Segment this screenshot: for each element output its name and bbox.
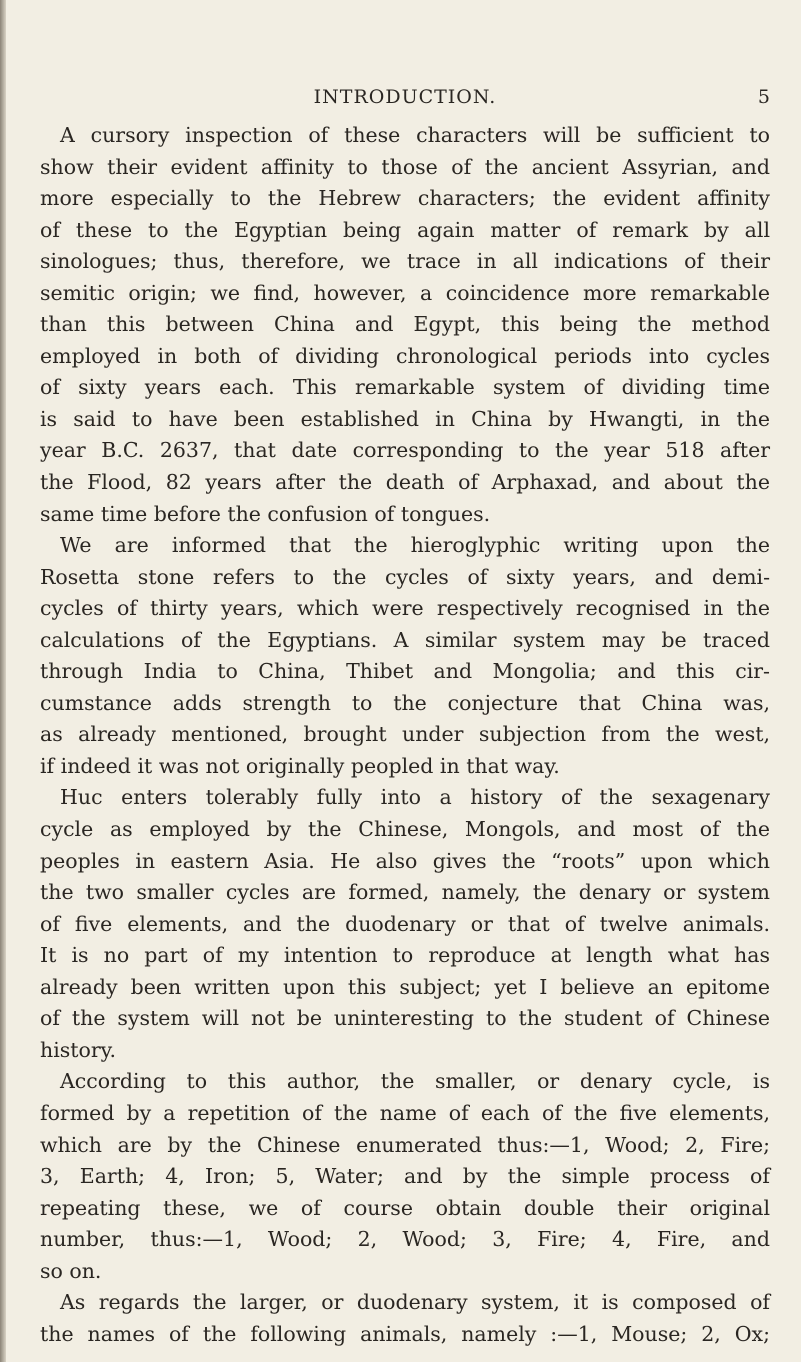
text-line: if indeed it was not originally peopled in that way. [40, 753, 560, 778]
text-line: As regards the larger, or duodenary system, it is composed of [60, 1290, 770, 1315]
page-header [40, 86, 770, 116]
text-line: cumstance adds strength to the conjecture that China was, [40, 690, 770, 715]
book-gutter-edge [0, 0, 6, 1362]
text-line: sinologues; thus, therefore, we trace in all indications of their [40, 249, 770, 274]
running-title: INTRODUCTION. [313, 86, 497, 108]
text-line: cycle as employed by the Chinese, Mongols, and most of the [40, 817, 770, 842]
text-line: show their evident affinity to those of the ancient Assyrian, and [40, 154, 770, 179]
text-line: which are by the Chinese enumerated thus:—1, Wood; 2, Fire; [40, 1132, 770, 1157]
page-number: 5 [757, 86, 770, 108]
text-line: of sixty years each. This remarkable system of dividing time [40, 375, 770, 400]
text-line: It is no part of my intention to reproduce at length what has [40, 943, 770, 968]
text-line: semitic origin; we find, however, a coincidence more remarkable [40, 280, 770, 305]
text-line: the two smaller cycles are formed, namely, the denary or system [40, 880, 770, 905]
text-line: According to this author, the smaller, or denary cycle, is [60, 1069, 770, 1094]
text-line: more especially to the Hebrew characters; the evident affinity [40, 186, 770, 211]
text-line: Huc enters tolerably fully into a history of the sexagenary [60, 785, 770, 810]
text-line: peoples in eastern Asia. He also gives the “roots” upon which [40, 848, 770, 873]
text-line: year B.C. 2637, that date corresponding to the year 518 after [40, 438, 770, 463]
text-line: cycles of thirty years, which were respectively recognised in the [40, 596, 770, 621]
text-line: A cursory inspection of these characters will be sufficient to [60, 123, 770, 147]
body-text [40, 120, 770, 1350]
text-line: the names of the following animals, namely :—1, Mouse; 2, Ox; [40, 1321, 770, 1346]
text-line: Rosetta stone refers to the cycles of sixty years, and demi- [40, 564, 770, 589]
text-line: same time before the confusion of tongues. [40, 501, 491, 526]
text-line: number, thus:—1, Wood; 2, Wood; 3, Fire; 4, Fire, and [40, 1227, 770, 1252]
text-line: 3, Earth; 4, Iron; 5, Water; and by the simple process of [40, 1164, 770, 1189]
text-line: history. [40, 1037, 117, 1062]
text-line: so on. [40, 1258, 102, 1283]
text-line: already been written upon this subject; yet I believe an epitome [40, 974, 770, 999]
text-line: employed in both of dividing chronological periods into cycles [40, 343, 770, 368]
text-line: is said to have been established in China by Hwangti, in the [40, 406, 770, 431]
text-line: repeating these, we of course obtain double their original [40, 1195, 770, 1220]
text-line: calculations of the Egyptians. A similar system may be traced [40, 627, 770, 652]
text-line: through India to China, Thibet and Mongolia; and this cir- [40, 659, 770, 684]
text-line: We are informed that the hieroglyphic writing upon the [60, 533, 770, 558]
text-line: as already mentioned, brought under subjection from the west, [40, 722, 770, 747]
text-line: of five elements, and the duodenary or that of twelve animals. [40, 911, 770, 936]
text-line: the Flood, 82 years after the death of Arphaxad, and about the [40, 470, 770, 495]
text-line: of these to the Egyptian being again matter of remark by all [40, 217, 770, 242]
text-line: of the system will not be uninteresting to the student of Chinese [40, 1006, 770, 1031]
text-line: formed by a repetition of the name of each of the five elements, [40, 1100, 770, 1125]
text-line: than this between China and Egypt, this being the method [40, 312, 770, 337]
